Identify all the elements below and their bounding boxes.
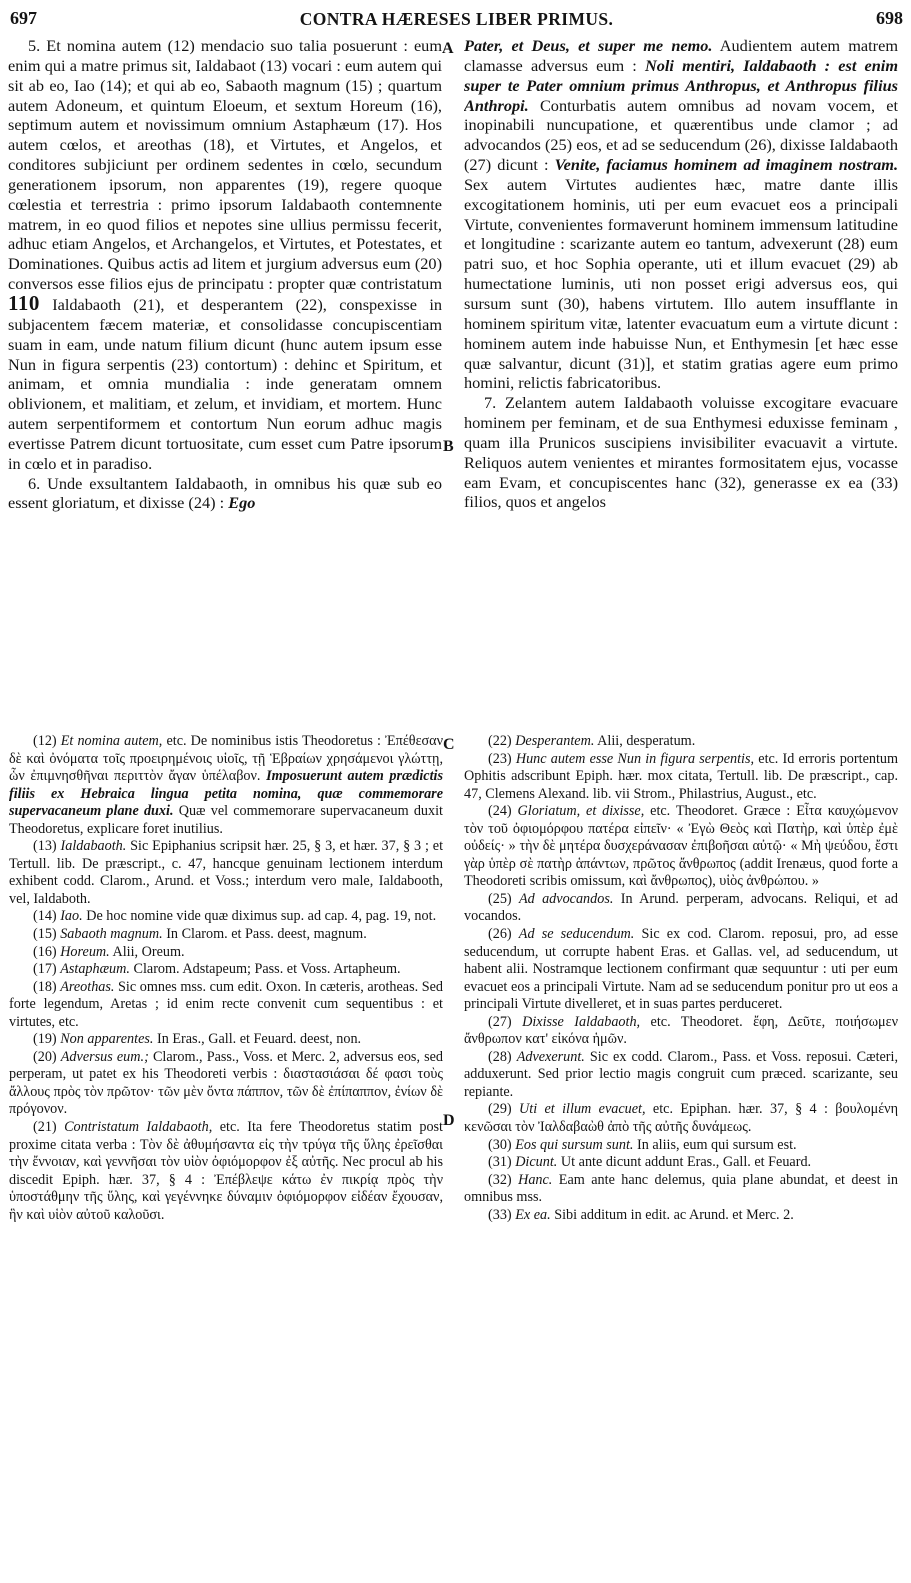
footnote-ref: (18) [33, 978, 57, 995]
footnote-lemma: Adversus eum.; [60, 1048, 149, 1065]
footnote-text: Sic ex codd. Clarom., Pass. et Voss. reposui. Cæteri, adduxerunt. Sed prior lectio magis congruit cum præced. scarizante, seu repiante. [464, 1048, 898, 1100]
footnote [464, 1137, 898, 1155]
footnote [9, 979, 443, 1032]
footnote-text: etc. Id erroris portentum Ophitis adscribunt Epiph. hær. mox citata, Tertull. lib. De præscript., cap. 47, Clemens Alexand. lib. vii Strom., Philastrius, August., etc. [464, 750, 898, 802]
footnote-lemma: Iao. [60, 908, 83, 925]
footnote [9, 944, 443, 962]
footnote-text: Clarom. Adstapeum; Pass. et Voss. Artapheum. [133, 961, 401, 978]
footnote-lemma: Ex ea. [515, 1206, 551, 1223]
footnote-lemma: Advexerunt. [516, 1048, 585, 1065]
footnote [464, 1207, 898, 1225]
footnote-ref: (23) [488, 750, 512, 767]
footnote-lemma: Ad advocandos. [518, 890, 614, 907]
footnote-lemma: Horeum. [60, 943, 110, 960]
footnote-lemma: Dicunt. [515, 1154, 558, 1171]
footnote-ref: (21) [33, 1119, 57, 1136]
footnote [464, 891, 898, 926]
page-marker-number: 110 [8, 290, 40, 315]
footnote-text: Alii, Oreum. [112, 943, 185, 960]
footnote [464, 803, 898, 891]
footnote-ref: (25) [488, 890, 512, 907]
footnote-lemma: Ad se seducendum. [518, 926, 635, 943]
footnote [9, 908, 443, 926]
footnote-ref: (27) [488, 1013, 512, 1030]
footnote-ref: (17) [33, 961, 57, 978]
footnote-ref: (12) [33, 733, 57, 749]
paragraph-7: 7. Zelantem autem Ialdabaoth voluisse excogitare evacuare hominem per feminam, et de sua Enthymesi eduxisse feminam , quam illa Prunicos suscipiens invisibiliter evacuavit a virtute. Reliquos autem venientes et mirantes formositatem ejus, vocasse eam Evam, et concupiscentes hanc (32), generasse ex ea (33) filios, quos et angelos [464, 393, 898, 512]
footnote [9, 961, 443, 979]
page-header [10, 8, 903, 34]
paragraph-6 [8, 474, 442, 514]
footnote [9, 926, 443, 944]
footnote [464, 1172, 898, 1207]
footnote-text: etc. Epiphan. hær. 37, § 4 : βουλομένη κενῶσαι τὸν Ἰαλδαβαὼθ ἀπὸ τῆς αὐτῆς δυνάμεως. [464, 1101, 898, 1136]
page-number-left: 697 [10, 8, 37, 28]
footnote-ref: (24) [488, 803, 512, 820]
quote-noli-mentiri: Noli mentiri, Ialdabaoth : est enim super te Pater omnium primus Anthropus, et Anthropus filius Anthropi. [464, 55, 898, 115]
footnote-text: In Eras., Gall. et Feuard. deest, non. [157, 1031, 362, 1048]
footnote [464, 751, 898, 804]
footnote [9, 733, 443, 838]
footnote-ref: (19) [33, 1031, 57, 1048]
paragraph-6-continued [464, 36, 898, 393]
text-sex-autem: Sex autem Virtutes audientes hæc, matre dante illis excogitationem hominis, uti per eum evacuet eos a principali Virtute, convenientes formaverunt hominem immensum latitudine et longitudine : scarizante autem eo tantum, advexerunt (28) eum patri suo, et hoc Sophia operante, uti et illum evacuet (29) ab humectatione luminis, uti non posset erigi adversus eos, qui sursum sunt (30), habens virtutem. Illo autem insufflante in hominem spiritum vitæ, latenter evacuatum eum a virtute dicunt : hominem autem inde habuisse Nun, et Enthymesin [et hæc esse quæ salvantur, dicunt (31)], et statim gratias agere eum primo homini, relictis fabricatoribus. [464, 174, 898, 393]
footnote-ref: (32) [488, 1171, 512, 1188]
footnote [464, 1014, 898, 1049]
footnote-text: Clarom., Pass., Voss. et Merc. 2, adversus eos, sed perperam, ut patet ex his Theodoreti verbis : διαστασιάσαι δέ φασι τοὺς ἄλλους πρὸς τὸν πρῶτον· τῶν μὲν ὄντα πάππον, τῶν δὲ ἐπίπαππον, ἐνίων δὲ πρόγονον. [9, 1048, 443, 1118]
footnote-ref: (13) [33, 838, 57, 855]
footnote-text: In Arund. perperam, advocans. Reliqui, et ad vocandos. [464, 890, 898, 925]
footnote-lemma: Astaphæum. [60, 961, 130, 978]
footnotes-right-column [464, 733, 898, 1573]
footnote-lemma: Non apparentes. [60, 1031, 154, 1048]
footnote-text: In aliis, eum qui sursum est. [636, 1136, 797, 1153]
footnote-text: etc. Theodoret. Græce : Εἶτα καυχώμενον τὸν τοῦ ὀφιομόρφου πατέρα εἰπεῖν· « Ἐγὼ Θεὸς καὶ Πατὴρ, καὶ ὑπὲρ ἐμὲ οὐδείς· » τὴν δὲ μητέρα δυσχεράνασαν ἐπιβοῆσαι αὐτῷ· « Μὴ ψεύδου, ἔστι γὰρ ὑπὲρ σὲ πατὴρ ἁπάντων, πρῶτος ἄνθρωπος (addit Irenæus, quod forte a Theodoreti scribis omissum, καὶ ἄνθρωπος), υἱὸς ἀνθρώπου. » [464, 803, 898, 890]
footnotes-left-column [9, 733, 443, 1573]
footnote-ref: (29) [488, 1101, 512, 1118]
footnote-text: etc. Ita fere Theodoretus statim post proxime citata verba : Τὸν δὲ ἀθυμήσαντα εἰς τὴν τρύγα τῆς ὕλης ἐρεῖσθαι τὴν ἔννοιαν, καὶ γεννῆσαι τὸν υἱὸν ὀφιόμορφον ἐξ αὐτῆς. Nec procul ab his discedit Epiph. hær. 37, § 4 : Ἐπέβλεψε κάτω ἐν πικρίᾳ πρὸς τὴν ὑποστάθμην τῆς ὕλης, καὶ γεγέννηκε δύναμιν ὀφιόμορφον εἰδέαν ἔχουσαν, ἣν καὶ υἱὸν αὐτοῦ καλοῦσι. [9, 1119, 443, 1223]
footnote-text: In Clarom. et Pass. deest, magnum. [166, 926, 367, 943]
footnote-text: Sic Epiphanius scripsit hær. 25, § 3, et hær. 37, § 3 ; et Tertull. lib. De præscript., c. 47, hancque genuinam lectionem interdum exhibent codd. Clarom., Arund. et Voss.; interdum vero male, Ialdabooth, vel, Ialdaboth. [9, 838, 443, 907]
footnote-lemma: Gloriatum, et dixisse, [517, 803, 645, 820]
quote-pater: Pater, et Deus, et super me nemo. [464, 36, 713, 55]
running-title: CONTRA HÆRESES LIBER PRIMUS. [299, 9, 614, 29]
footnote-text: Eam ante hanc delemus, quia plane abundat, et deest in omnibus mss. [464, 1171, 898, 1206]
footnote-lemma: Hanc. [518, 1171, 553, 1188]
footnote-lemma: Uti et illum evacuet, [519, 1101, 646, 1118]
margin-letter-a: A [442, 40, 454, 57]
main-text-right-column [464, 36, 898, 732]
footnote-ref: (15) [33, 926, 57, 943]
paragraph-5-text-a: 5. Et nomina autem (12) mendacio suo talia posuerunt : eum enim qui a matre primus sit, Ialdabaot (13) vocari : eum autem qui sit ab eo, Iao (14); et qui ab eo, Sabaoth magnum (15) ; quartum autem Adoneum, et quintum Eloeum, et sextum Horeum (16), septimum autem et novissimum omnium Astaphæum (17). Hos autem cœlos, et areothas (18), et Virtutes, et Angelos, et conditores subjiciunt per ordinem sedentes in cœlo, secundum generationem ipsorum, non apparentes (19), regere quoque cœlestia et terrestria : primo ipsorum Ialdabaoth contemnente matrem, in eo quod filios et nepotes sine ullius permissu fecerit, adhuc etiam Angelos, et Archangelos, et Virtutes, et Potestates, et Dominationes. Quibus actis ad litem et jurgium adversus eum (20) conversos esse filios ejus de principatu : propter quæ contristatum [8, 36, 442, 294]
footnote-ref: (31) [488, 1154, 512, 1171]
footnote-lemma: Areothas. [60, 978, 115, 995]
footnote-text: Alii, desperatum. [597, 733, 696, 749]
quote-venite: Venite, faciamus hominem ad imaginem nostram. [554, 155, 898, 175]
margin-letter-c: C [443, 736, 455, 753]
footnote-text: etc. De nominibus istis Theodoretus : Ἐπέθεσαν δὲ καὶ ὀνόματα τοῖς προειρημένοις υἱοῖς, τῇ Ἑβραίων χρησάμενοι γλώττῃ, ὧν ἐπιμνησθῆναι περιττὸν ἄγαν ὑπέλαβον. [9, 733, 443, 785]
footnote [464, 1101, 898, 1136]
footnote [9, 838, 443, 908]
footnote-ref: (14) [33, 908, 57, 925]
footnote [464, 733, 898, 751]
main-text-left-column [8, 36, 442, 732]
paragraph-5-text-b: Ialdabaoth (21), et desperantem (22), conspexisse in subjacentem fæcem materiæ, et consolidasse concupiscentiam suam in eam, unde natum filium dicunt (hunc autem ipsum esse Nun in figura serpentis (23) contortum) : dehinc et Spiritum, et animam, et omnia mundialia : inde generatam omnem oblivionem, et malitiam, et zelum, et invidiam, et mortem. Hunc autem serpentiformem et contortum Nun eorum adhuc magis evertisse Patrem dicunt tortuositate, cum esset cum Patre ipsorum in cœlo et in paradiso. [8, 294, 442, 473]
footnote-ref: (20) [33, 1048, 57, 1065]
margin-letter-d: D [443, 1112, 455, 1129]
footnote-ref: (28) [488, 1048, 512, 1065]
text-audientem: Audientem autem matrem clamasse adversus eum : [464, 36, 898, 75]
footnote-translation: Imposuerunt autem prædictis filiis ex Hebraica lingua petita nomina, quæ commemorare supervacaneum plane duxi. [9, 768, 443, 820]
paragraph-5 [8, 36, 442, 474]
footnote-ref: (33) [488, 1206, 512, 1223]
footnote [9, 1119, 443, 1224]
footnote [464, 1049, 898, 1102]
footnote-lemma: Contristatum Ialdabaoth, [64, 1119, 213, 1136]
footnote-text: De hoc nomine vide quæ diximus sup. ad cap. 4, pag. 19, not. [86, 908, 437, 925]
footnote-text: Sic omnes mss. cum edit. Oxon. In cæteris, arotheas. Sed forte legendum, Aretas ; id enim recte convenit cum sequentibus : et virtutes, etc. [9, 978, 443, 1030]
footnote-ref: (22) [488, 733, 512, 749]
footnote-lemma: Ialdabaoth. [60, 838, 127, 855]
footnote-ref: (26) [488, 926, 512, 943]
margin-letter-b: B [443, 438, 454, 455]
footnote-text: Sibi additum in edit. ac Arund. et Merc. 2. [554, 1206, 794, 1223]
footnote-lemma: Et nomina autem, [60, 733, 163, 749]
paragraph-6-text: 6. Unde exsultantem Ialdabaoth, in omnibus his quæ sub eo essent gloriatum, et dixisse (24) : [8, 473, 442, 513]
footnote-text-end: Quæ vel commemorare supervacaneum duxit Theodoretus, explicare foret inutilius. [9, 803, 443, 837]
page-number-right: 698 [876, 8, 903, 28]
footnote [464, 1154, 898, 1172]
footnote-lemma: Hunc autem esse Nun in figura serpentis, [515, 750, 755, 767]
footnote-text: Ut ante dicunt addunt Eras., Gall. et Feuard. [560, 1154, 812, 1171]
footnote-text: Sic ex cod. Clarom. reposui, pro, ad esse seducendum, ut corrupte habent Eras. et Gallas. vel, ad seducendum, ut habent alii. Nostramque lectionem confirmant quæ sequuntur : uti per eum evacuet eos a principali Virtute. Nam ad se seducendum ponitur pro ut eos a principali Virtute divelleret, et in suas partes perduceret. [464, 926, 898, 1013]
footnote-ref: (16) [33, 943, 57, 960]
footnote [9, 1031, 443, 1049]
footnote [9, 1049, 443, 1119]
footnote-lemma: Sabaoth magnum. [60, 926, 163, 943]
text-conturbatis: Conturbatis autem omnibus ad novam vocem, et inopinabili nuncupatione, et quærentibus unde clamor ; ad advocandos (25) eos, et ad se seducendum (26), dixisse Ialdabaoth (27) dicunt : [464, 95, 898, 175]
footnote-lemma: Desperantem. [515, 733, 595, 749]
footnote-text: etc. Theodoret. ἔφη, Δεῦτε, ποιήσωμεν ἄνθρωπον κατ' εἰκόνα ἡμῶν. [464, 1013, 898, 1048]
footnote-lemma: Dixisse Ialdabaoth, [522, 1013, 641, 1030]
paragraph-6-quote: Ego [228, 493, 256, 513]
footnote-lemma: Eos qui sursum sunt. [515, 1136, 634, 1153]
footnote [464, 926, 898, 1014]
footnote-ref: (30) [488, 1136, 512, 1153]
